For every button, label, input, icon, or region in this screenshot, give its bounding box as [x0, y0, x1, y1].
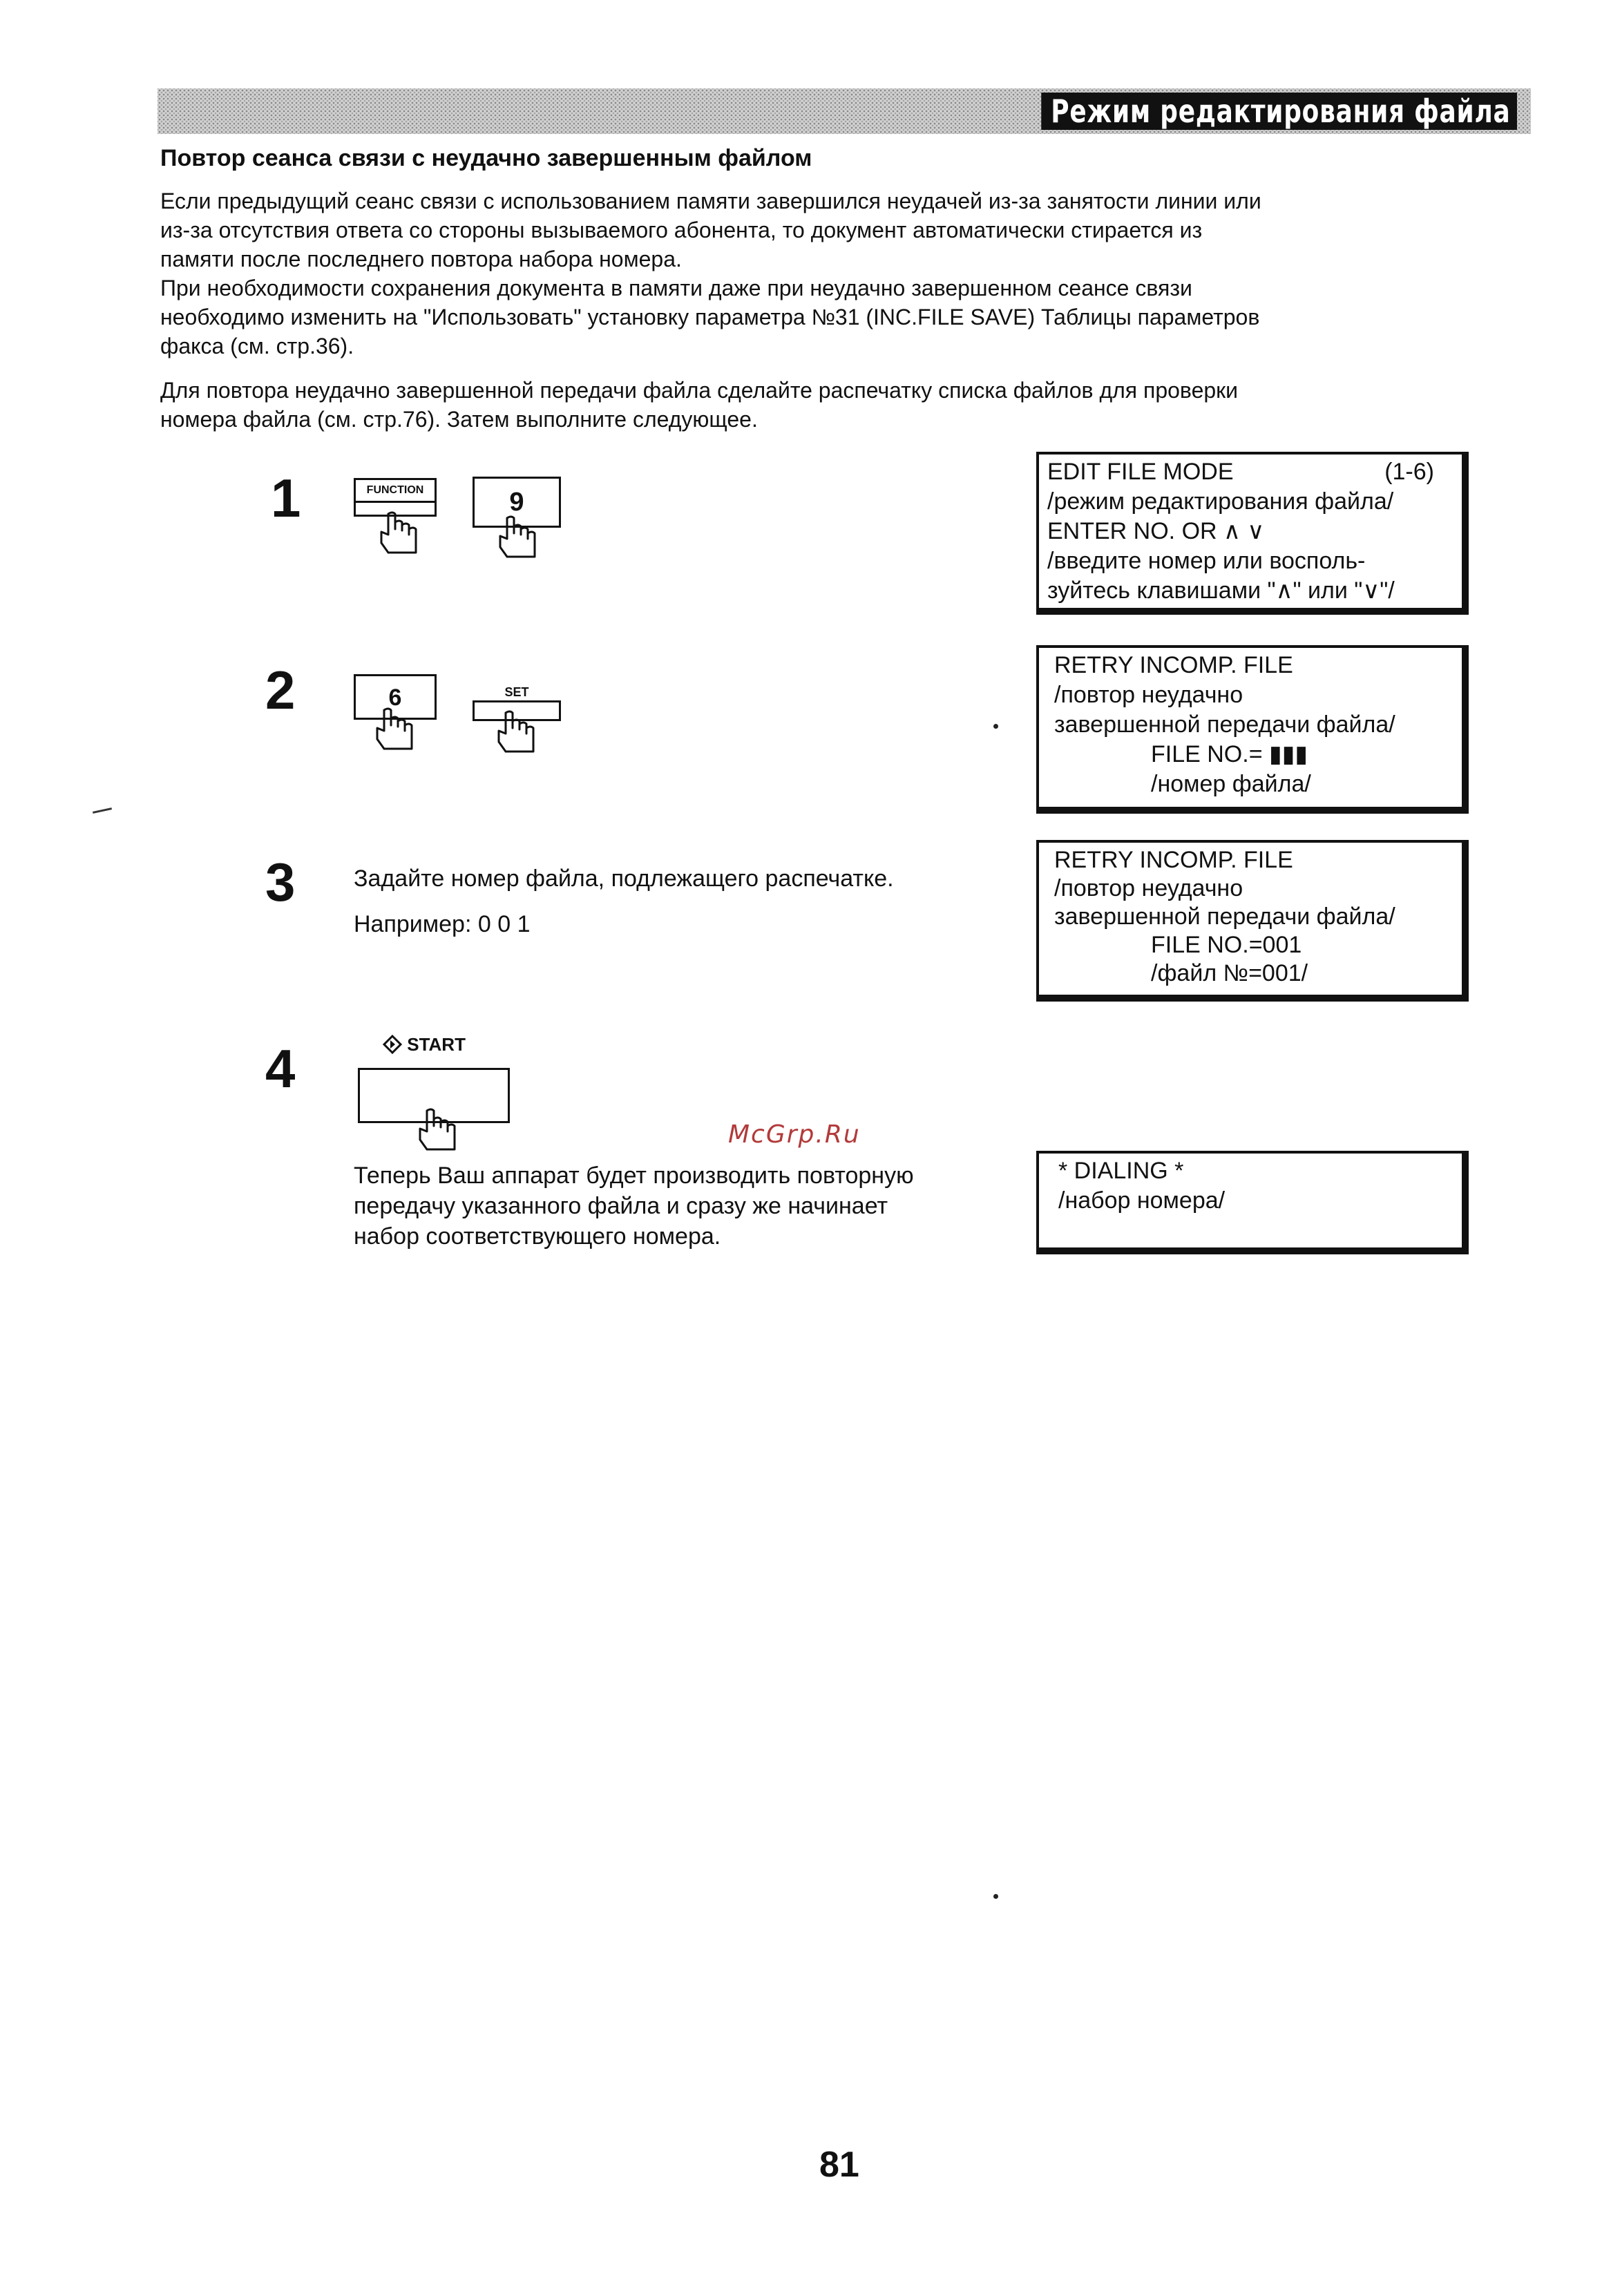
- intro-line: необходимо изменить на "Использовать" установку параметра №31 (INC.FILE SAVE) Таблицы параметров: [160, 305, 1260, 329]
- step-number: 4: [265, 1038, 296, 1099]
- intro-line: При необходимости сохранения документа в памяти даже при неудачно завершенном сеансе связи: [160, 276, 1192, 300]
- lcd-line: RETRY INCOMP. FILE: [1054, 652, 1293, 678]
- step-4-text-line: Теперь Ваш аппарат будет производить повторную: [354, 1163, 914, 1189]
- function-key[interactable]: [354, 478, 437, 554]
- instruction-paragraph: [160, 376, 1528, 434]
- lcd-line: EDIT FILE MODE: [1047, 459, 1234, 485]
- intro-line: факса (см. стр.36).: [160, 334, 354, 358]
- set-key[interactable]: [473, 685, 561, 761]
- pressing-hand-icon: [374, 710, 416, 752]
- lcd-line: /файл №=001/: [1151, 960, 1308, 986]
- page-heading: Повтор сеанса связи с неудачно завершенным файлом: [160, 145, 812, 171]
- lcd-line: FILE NO.= ▮▮▮: [1151, 741, 1308, 767]
- lcd-line: FILE NO.=001: [1151, 932, 1302, 958]
- pressing-hand-icon: [417, 1111, 459, 1152]
- lcd-line: /режим редактирования файла/: [1047, 488, 1394, 515]
- digit-6-key-label: 6: [388, 685, 402, 711]
- section-header-band: [158, 88, 1531, 134]
- lcd-display-step-1: [1036, 452, 1469, 615]
- section-title: Режим редактирования файла: [1041, 93, 1517, 130]
- instruction-line: Для повтора неудачно завершенной передачи файла сделайте распечатку списка файлов для проверки: [160, 378, 1239, 403]
- lcd-line: /номер файла/: [1151, 771, 1311, 797]
- lcd-line: RETRY INCOMP. FILE: [1054, 847, 1293, 873]
- pressing-hand-icon: [496, 713, 537, 754]
- intro-line: памяти после последнего повтора набора номера.: [160, 247, 682, 271]
- function-key-label-box: [354, 478, 437, 503]
- scan-speck: [993, 724, 998, 729]
- intro-paragraph: [160, 186, 1528, 361]
- step-4-text-line: набор соответствующего номера.: [354, 1223, 721, 1250]
- watermark: McGrp.Ru: [728, 1120, 861, 1149]
- digit-9-key[interactable]: [473, 477, 561, 565]
- lcd-line: /набор номера/: [1058, 1187, 1226, 1214]
- step-number: 1: [271, 468, 301, 528]
- intro-line: Если предыдущий сеанс связи с использованием памяти завершился неудачей из-за занятости линии или: [160, 189, 1261, 213]
- lcd-line: /повтор неудачно: [1054, 875, 1243, 901]
- function-key-label: FUNCTION: [366, 484, 424, 496]
- lcd-display-step-2: [1036, 645, 1469, 814]
- scan-mark: [93, 807, 112, 814]
- pressing-hand-icon: [379, 514, 420, 555]
- step-3-example: Например: 0 0 1: [354, 911, 531, 937]
- lcd-line: завершенной передачи файла/: [1054, 711, 1395, 738]
- lcd-line: * DIALING *: [1058, 1158, 1184, 1184]
- lcd-line: /введите номер или восполь-: [1047, 548, 1366, 574]
- set-key-label: SET: [504, 685, 529, 699]
- start-key-label: START: [407, 1034, 466, 1055]
- lcd-display-step-3: [1036, 840, 1469, 1002]
- lcd-display-step-4: [1036, 1151, 1469, 1254]
- lcd-line-range: (1-6): [1384, 459, 1434, 485]
- lcd-line: ENTER NO. OR ∧ ∨: [1047, 518, 1265, 544]
- lcd-line: завершенной передачи файла/: [1054, 903, 1395, 930]
- page-number: 81: [819, 2145, 859, 2185]
- intro-line: из-за отсутствия ответа со стороны вызываемого абонента, то документ автоматически стирается из: [160, 218, 1203, 242]
- pressing-hand-icon: [497, 518, 539, 559]
- digit-6-key[interactable]: [354, 674, 437, 757]
- lcd-line: /повтор неудачно: [1054, 682, 1243, 708]
- step-number: 3: [265, 852, 296, 912]
- digit-9-key-label: 9: [509, 488, 524, 517]
- start-key[interactable]: [354, 1032, 513, 1154]
- lcd-line: зуйтесь клавишами "∧" или "∨"/: [1047, 577, 1395, 604]
- step-number: 2: [265, 660, 296, 720]
- step-3-text: Задайте номер файла, подлежащего распечатке.: [354, 865, 894, 892]
- step-4-text: [354, 1160, 914, 1252]
- start-diamond-icon: [383, 1035, 402, 1054]
- instruction-line: номера файла (см. стр.76). Затем выполните следующее.: [160, 407, 758, 432]
- step-4-text-line: передачу указанного файла и сразу же начинает: [354, 1193, 888, 1219]
- scan-speck: [993, 1894, 998, 1899]
